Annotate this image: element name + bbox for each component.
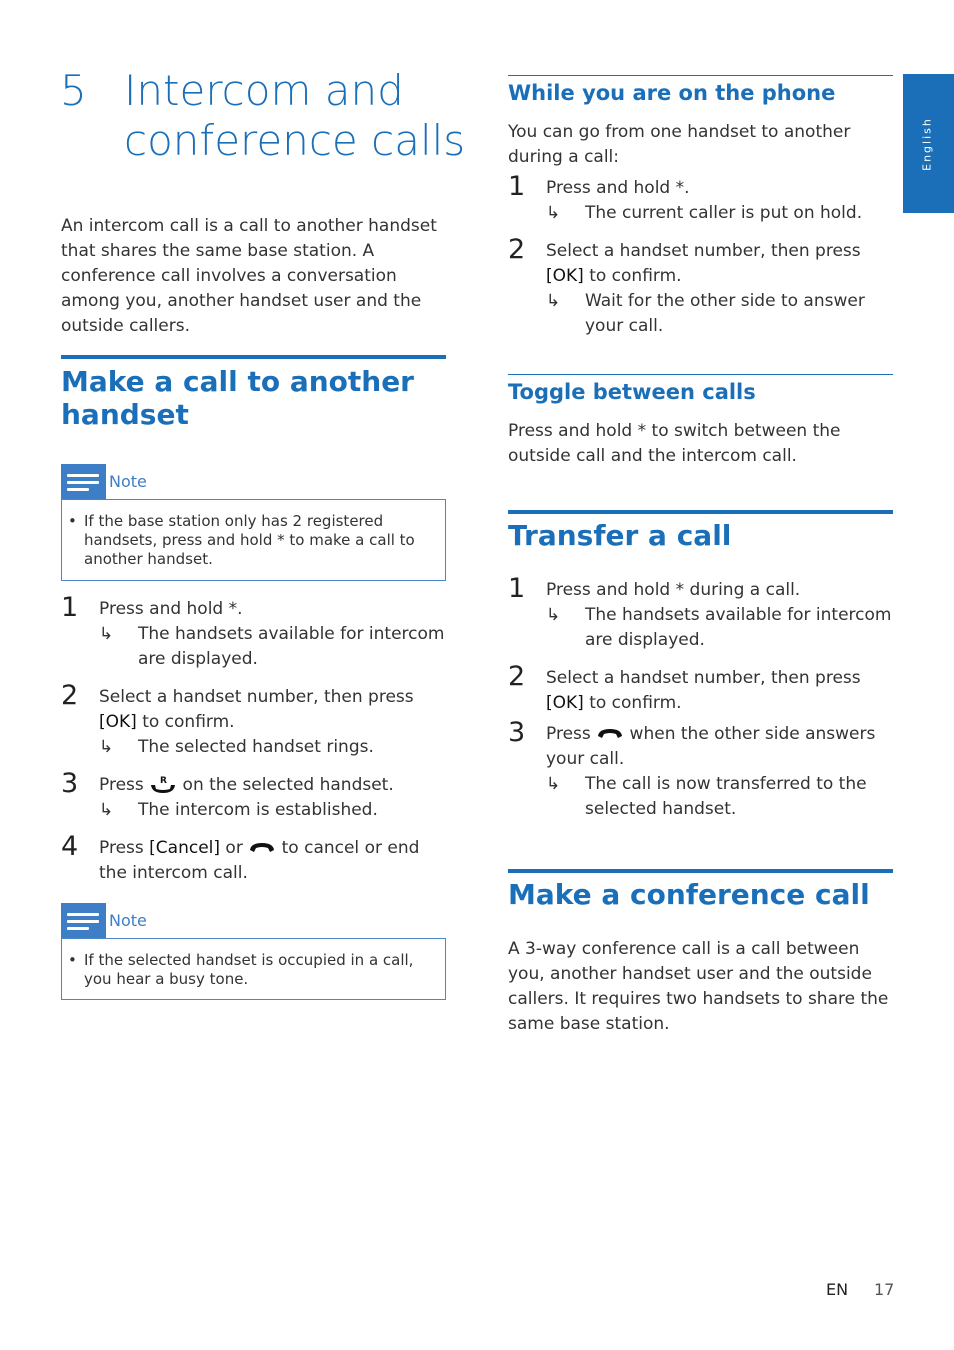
step-item bbox=[61, 592, 446, 672]
step-text: Select a handset number, then press [OK] to confirm. bbox=[546, 668, 861, 713]
note-box: • If the selected handset is occupied in a call, you hear a busy tone. bbox=[61, 938, 446, 1000]
language-tab bbox=[903, 74, 954, 213]
chapter-title: Intercom and conference calls bbox=[124, 66, 466, 165]
step-number: 4 bbox=[61, 831, 79, 862]
toggle-text: Press and hold * to switch between the outside call and the intercom call. bbox=[508, 421, 841, 466]
step-number: 3 bbox=[61, 768, 79, 799]
step-result: ↳ The selected handset rings. bbox=[99, 735, 446, 760]
page-number: 17 bbox=[874, 1280, 895, 1299]
end-call-icon bbox=[248, 841, 276, 855]
step-item bbox=[508, 171, 893, 226]
section-rule bbox=[508, 869, 893, 873]
note-header bbox=[61, 464, 446, 500]
note-label: Note bbox=[109, 911, 147, 930]
section-rule bbox=[508, 510, 893, 514]
result-arrow-icon: ↳ bbox=[546, 291, 561, 311]
svg-text:R: R bbox=[160, 776, 168, 786]
step-result: ↳ The call is now transferred to the selected handset. bbox=[546, 774, 867, 819]
step-result: ↳ The handsets available for intercom are displayed. bbox=[99, 624, 445, 669]
step-result: ↳ Wait for the other side to answer your call. bbox=[546, 291, 865, 336]
result-arrow-icon: ↳ bbox=[546, 203, 561, 223]
chapter-heading bbox=[60, 66, 480, 166]
step-text: Press R on the selected handset. bbox=[99, 775, 394, 795]
chapter-number: 5 bbox=[60, 66, 87, 115]
step-text: Press and hold *. bbox=[546, 178, 690, 198]
note-icon bbox=[61, 903, 106, 939]
footer-lang: EN bbox=[826, 1280, 849, 1299]
note-header bbox=[61, 903, 446, 939]
step-number: 1 bbox=[508, 573, 526, 604]
result-arrow-icon: ↳ bbox=[99, 800, 114, 820]
note-icon bbox=[61, 464, 106, 500]
step-item bbox=[61, 680, 446, 760]
step-number: 1 bbox=[508, 171, 526, 202]
note-text: If the selected handset is occupied in a call, you hear a busy tone. bbox=[84, 951, 414, 988]
step-text: Select a handset number, then press [OK] to confirm. bbox=[99, 687, 414, 732]
subsection-heading-toggle: Toggle between calls bbox=[508, 380, 756, 404]
subsection-rule bbox=[508, 374, 893, 375]
conference-text: A 3-way conference call is a call between you, another handset user and the outside callers. It requires two handsets to share the same base station. bbox=[508, 939, 889, 1034]
step-item bbox=[508, 234, 893, 339]
result-arrow-icon: ↳ bbox=[99, 624, 114, 644]
step-item bbox=[508, 661, 893, 716]
step-item bbox=[61, 831, 446, 886]
step-text: Press and hold * during a call. bbox=[546, 580, 801, 600]
step-text: Press [Cancel] or to cancel or end the intercom call. bbox=[99, 838, 420, 883]
step-item bbox=[508, 573, 893, 653]
step-number: 2 bbox=[508, 234, 526, 265]
step-number: 2 bbox=[508, 661, 526, 692]
chapter-intro: An intercom call is a call to another handset that shares the same base station. A conference call involves a conversation among you, another handset user and the outside callers. bbox=[61, 216, 437, 336]
end-call-icon bbox=[596, 727, 624, 741]
ok-key: [OK] bbox=[99, 712, 137, 732]
note-box: • If the base station only has 2 registered handsets, press and hold * to make a call to another handset. bbox=[61, 499, 446, 581]
step-number: 1 bbox=[61, 592, 79, 623]
result-arrow-icon: ↳ bbox=[546, 774, 561, 794]
call-r-icon bbox=[149, 774, 177, 796]
cancel-key: [Cancel] bbox=[149, 838, 221, 858]
section-heading-conference: Make a conference call bbox=[508, 878, 870, 911]
step-text: Press and hold *. bbox=[99, 599, 243, 619]
subsection-rule bbox=[508, 75, 893, 76]
step-item bbox=[61, 768, 446, 823]
note-text: If the base station only has 2 registered handsets, press and hold * to make a call to another handset. bbox=[84, 512, 415, 568]
step-text: Select a handset number, then press [OK] to confirm. bbox=[546, 241, 861, 286]
language-tab-label: English bbox=[920, 117, 934, 171]
subsection-intro: You can go from one handset to another during a call: bbox=[508, 122, 851, 167]
step-item bbox=[508, 717, 893, 822]
section-heading-make-call: Make a call to another handset bbox=[61, 365, 414, 431]
section-rule bbox=[61, 355, 446, 359]
note-label: Note bbox=[109, 472, 147, 491]
ok-key: [OK] bbox=[546, 266, 584, 286]
result-arrow-icon: ↳ bbox=[99, 737, 114, 757]
step-result: ↳ The intercom is established. bbox=[99, 798, 446, 823]
result-arrow-icon: ↳ bbox=[546, 605, 561, 625]
step-text: Press when the other side answers your call. bbox=[546, 724, 876, 769]
step-result: ↳ The handsets available for intercom are displayed. bbox=[546, 605, 892, 650]
step-number: 2 bbox=[61, 680, 79, 711]
section-heading-transfer: Transfer a call bbox=[508, 519, 732, 552]
step-number: 3 bbox=[508, 717, 526, 748]
step-result: ↳ The current caller is put on hold. bbox=[546, 201, 893, 226]
ok-key: [OK] bbox=[546, 693, 584, 713]
subsection-heading-while-phone: While you are on the phone bbox=[508, 81, 836, 105]
